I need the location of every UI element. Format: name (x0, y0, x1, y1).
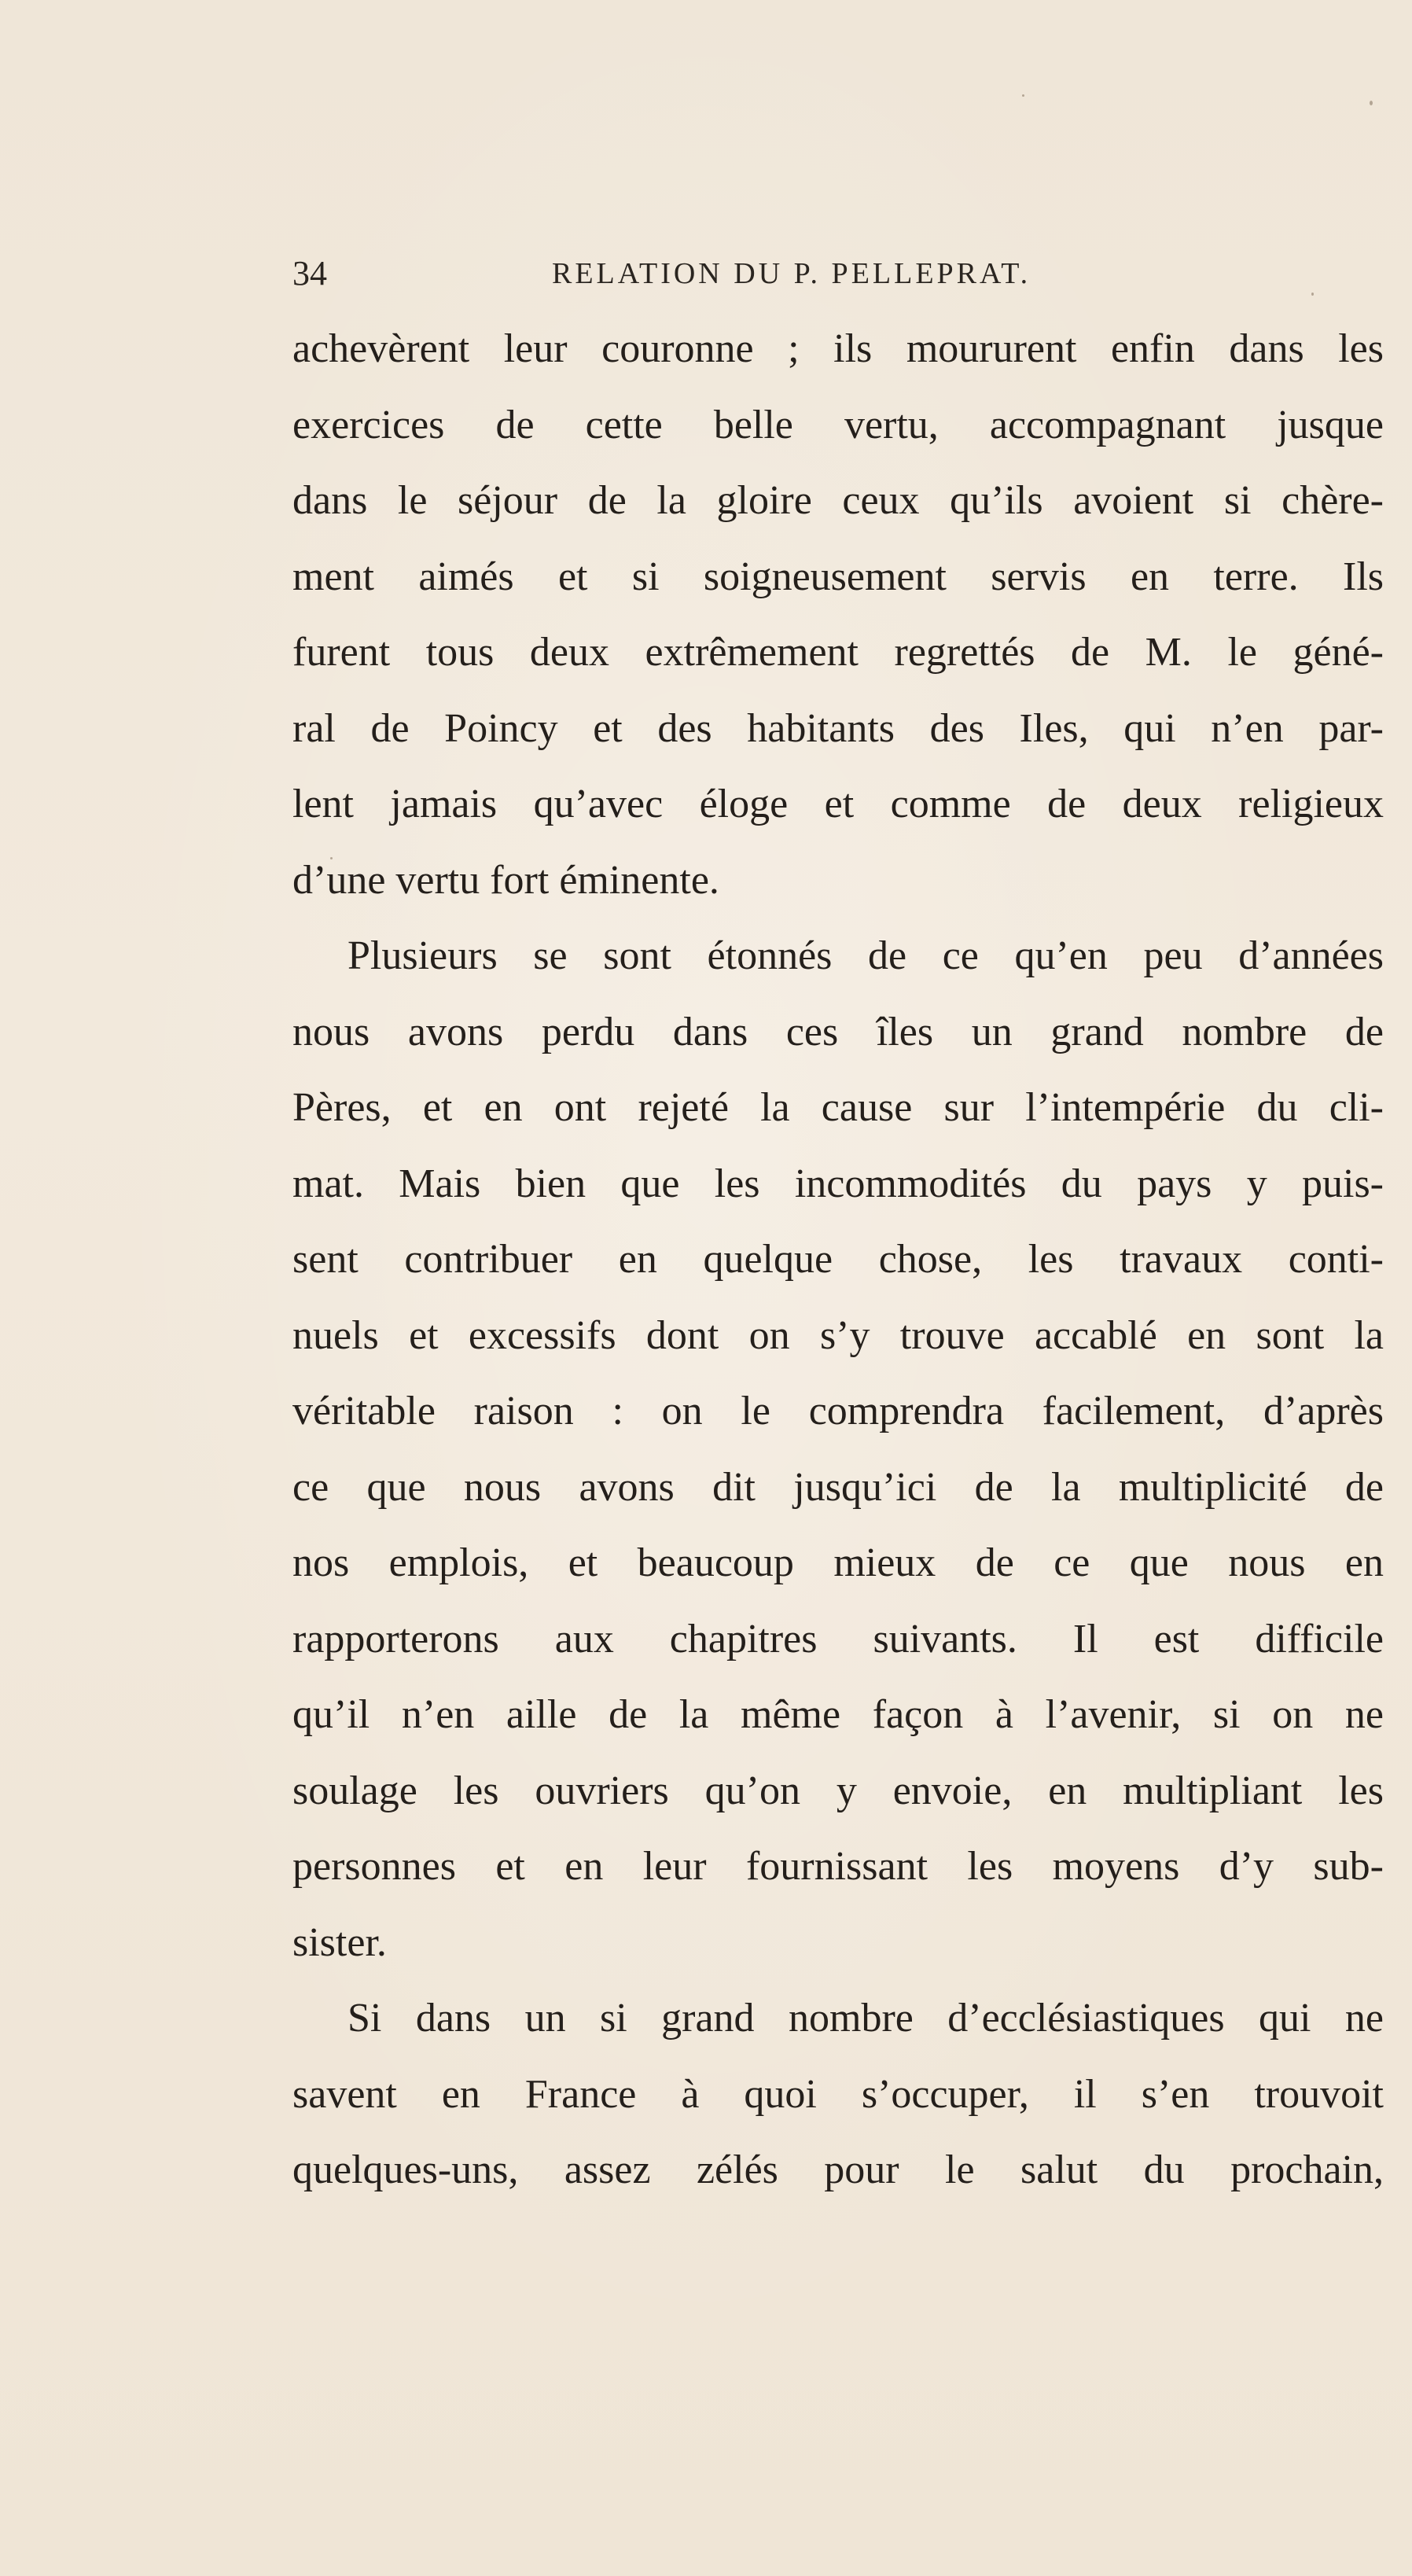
paper-speck (1370, 101, 1373, 105)
paper-speck (1022, 94, 1024, 97)
text-line: furent tous deux extrêmement regrettés de M. le géné- (292, 630, 1384, 675)
text-line: Pères, et en ont rejeté la cause sur l’intempérie du cli- (292, 1085, 1384, 1130)
text-line: personnes et en leur fournissant les moyens d’y sub- (292, 1844, 1384, 1889)
page-number: 34 (292, 254, 327, 293)
text-line: rapporterons aux chapitres suivants. Il est difficile (292, 1616, 1384, 1662)
text-line: lent jamais qu’avec éloge et comme de deux religieux (292, 782, 1384, 826)
page-header (292, 250, 1384, 297)
text-line: ment aimés et si soigneusement servis en terre. Ils (292, 554, 1384, 599)
text-line: achevèrent leur couronne ; ils moururent enfin dans les (292, 326, 1384, 371)
body-text (292, 311, 1384, 2209)
text-line: dans le séjour de la gloire ceux qu’ils avoient si chère- (292, 478, 1384, 523)
text-line: Si dans un si grand nombre d’ecclésiastiques qui ne (347, 1996, 1384, 2041)
text-line: nos emplois, et beaucoup mieux de ce que nous en (292, 1540, 1384, 1585)
text-line: véritable raison : on le comprendra facilement, d’après (292, 1389, 1384, 1433)
running-title: RELATION DU P. PELLEPRAT. (552, 257, 1031, 290)
text-line: nuels et excessifs dont on s’y trouve accablé en sont la (292, 1312, 1384, 1358)
text-line: qu’il n’en aille de la même façon à l’avenir, si on ne (292, 1692, 1384, 1737)
text-line: d’une vertu fort éminente. (292, 857, 719, 903)
text-line: Plusieurs se sont étonnés de ce qu’en peu d’années (347, 933, 1384, 978)
text-line: mat. Mais bien que les incommodités du pays y puis- (292, 1161, 1384, 1206)
text-line: savent en France à quoi s’occuper, il s’en trouvoit (292, 2071, 1384, 2117)
paragraph-2 (292, 918, 1384, 1981)
text-line: ce que nous avons dit jusqu’ici de la multiplicité de (292, 1464, 1384, 1510)
text-line: sister. (292, 1919, 387, 1965)
text-line: soulage les ouvriers qu’on y envoie, en multipliant les (292, 1768, 1384, 1813)
text-line: sent contribuer en quelque chose, les travaux conti- (292, 1237, 1384, 1282)
text-line: quelques-uns, assez zélés pour le salut du prochain, (292, 2147, 1384, 2192)
text-line: nous avons perdu dans ces îles un grand nombre de (292, 1009, 1384, 1054)
text-line: ral de Poincy et des habitants des Iles, qui n’en par- (292, 705, 1384, 751)
paragraph-1 (292, 311, 1384, 918)
text-line: exercices de cette belle vertu, accompagnant jusque (292, 402, 1384, 447)
paragraph-3 (292, 1981, 1384, 2209)
